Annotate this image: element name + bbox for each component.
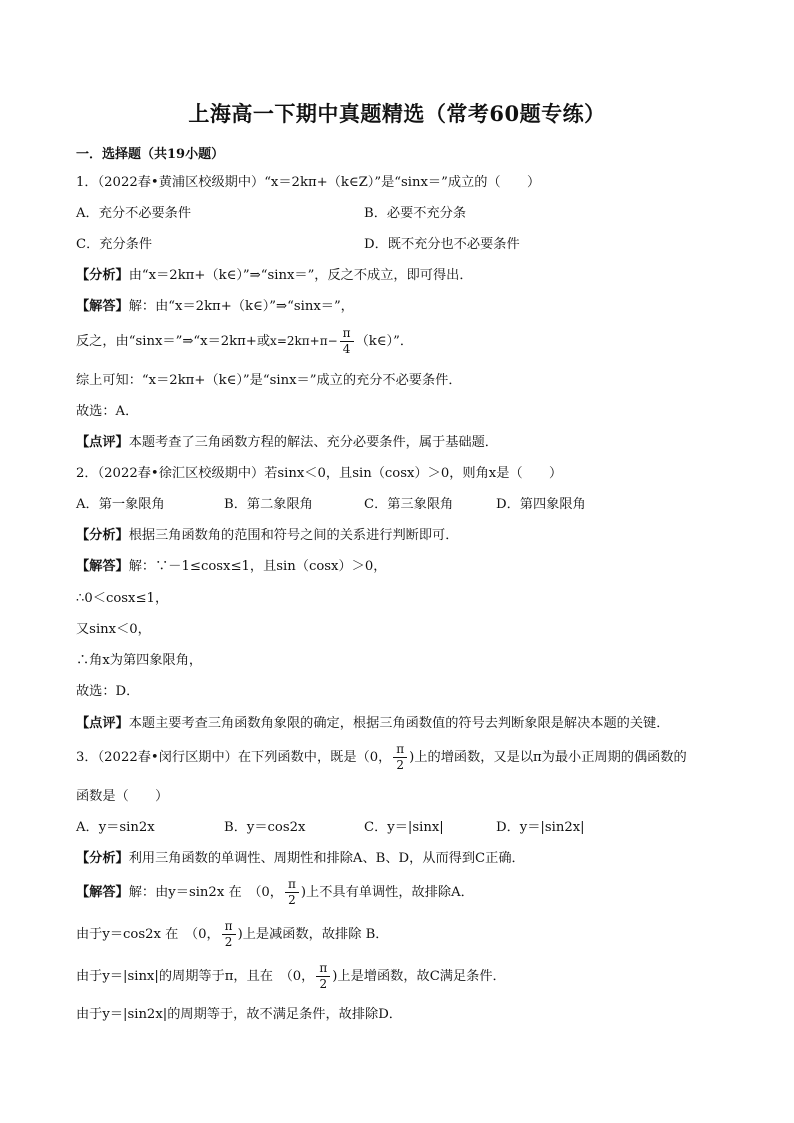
pi-over-2-fraction (222, 919, 236, 950)
fraction-denominator: 2 (224, 935, 233, 949)
q1-comment-text: 本题考查了三角函数方程的解法、充分必要条件，属于基础题． (128, 435, 498, 450)
q2-options (76, 496, 586, 514)
fraction-denominator: 2 (396, 758, 405, 772)
q2-analysis-text: 根据三角函数角的范围和符号之间的关系进行判断即可． (128, 528, 459, 543)
comment-tag: 【点评】 (76, 716, 129, 731)
q3-option-c[interactable]: C．y＝|sinx| (364, 820, 444, 835)
q3-answer-text-3a: 由于y＝|sinx|的周期等于π，且在 （0， (76, 969, 315, 984)
fraction-numerator: π (340, 326, 354, 342)
q2-option-d[interactable]: D．第四象限角 (496, 497, 586, 512)
q3-option-d[interactable]: D．y＝|sin2x| (496, 820, 585, 835)
q3-option-a[interactable]: A．y＝sin2x (76, 820, 155, 835)
q3-answer-text-2b: )上是减函数，故排除 B． (237, 927, 389, 942)
analysis-tag: 【分析】 (76, 528, 129, 543)
q1-choice: 故选：A． (76, 404, 139, 419)
q3-option-b[interactable]: B．y＝cos2x (224, 820, 306, 835)
answer-tag: 【解答】 (76, 559, 129, 574)
q2-analysis (76, 527, 458, 545)
q2-comment-text: 本题主要考查三角函数角象限的确定，根据三角函数值的符号去判断象限是解决本题的关键． (128, 716, 670, 731)
q3-answer-line-4: 由于y＝|sin2x|的周期等于，故不满足条件，故排除D． (76, 1007, 402, 1022)
fraction-denominator: 4 (342, 342, 351, 356)
q1-option-c[interactable]: C．充分条件 (76, 237, 153, 252)
q1-comment (76, 434, 498, 452)
q3-stem-part-a: 3．（2022春•闵行区期中）在下列函数中，既是（0， (76, 750, 392, 765)
q2-choice: 故选：D． (76, 684, 140, 699)
q1-analysis (76, 267, 473, 285)
q3-answer-text-3b: )上是增函数，故C满足条件． (332, 969, 506, 984)
fraction-numerator: π (316, 961, 330, 977)
q3-answer-line-1 (76, 876, 474, 910)
q2-comment (76, 715, 669, 733)
q1-option-a[interactable]: A．充分不必要条件 (76, 206, 192, 221)
q1-analysis-text: 由“x＝2kπ+（k∈）”⇒“sinx＝”，反之不成立，即可得出． (128, 268, 473, 283)
q1-answer-line-2 (76, 326, 413, 357)
page-title: 上海高一下期中真题精选（常考60题专练） (188, 101, 606, 126)
q2-answer-line-1 (76, 558, 386, 576)
q2-answer-line-3: 又sinx＜0， (76, 622, 151, 637)
q1-answer-text-2a: 反之，由“sinx＝”⇒“x＝2kπ+或 (76, 334, 271, 349)
q3-analysis (76, 850, 525, 868)
q2-stem: 2．（2022春•徐汇区校级期中）若sinx＜0，且sin（cosx）＞0，则角x是（ ） (76, 466, 563, 481)
fraction-numerator: π (285, 877, 299, 893)
q1-answer-line-3: 综上可知：“x＝2kπ+（k∈）”是“sinx＝”成立的充分不必要条件． (76, 373, 462, 388)
q3-answer-line-2 (76, 918, 388, 952)
q1-option-d[interactable]: D．既不充分也不必要条件 (364, 237, 520, 252)
pi-over-4-fraction (340, 326, 354, 357)
q3-options (76, 819, 585, 837)
q1-answer-line-1 (76, 298, 354, 316)
q3-stem (76, 741, 687, 775)
q3-answer-text-1a: 解：由y＝sin2x 在 （0， (128, 885, 283, 900)
analysis-tag: 【分析】 (76, 851, 129, 866)
q3-answer-line-3 (76, 960, 506, 994)
q2-option-c[interactable]: C．第三象限角 (364, 497, 454, 512)
q1-answer-text-1: 解：由“x＝2kπ+（k∈）”⇒“sinx＝”， (128, 299, 354, 314)
analysis-tag: 【分析】 (76, 268, 129, 283)
q2-answer-line-4: ∴角x为第四象限角， (76, 653, 203, 668)
pi-over-2-fraction (285, 877, 299, 908)
fraction-denominator: 2 (319, 977, 328, 991)
q1-answer-formula: x=2kπ+π− (270, 334, 338, 348)
pi-over-2-fraction (393, 742, 407, 773)
q2-option-b[interactable]: B．第二象限角 (224, 497, 313, 512)
q1-answer-text-2c: （k∈）”． (355, 334, 414, 349)
q3-stem-line-2: 函数是（ ） (76, 789, 169, 804)
answer-tag: 【解答】 (76, 885, 129, 900)
q2-answer-text-1: 解：∵－1≤cosx≤1，且sin（cosx）＞0， (128, 559, 387, 574)
pi-over-2-fraction (316, 961, 330, 992)
q3-analysis-text: 利用三角函数的单调性、周期性和排除A、B、D，从而得到C正确． (128, 851, 525, 866)
q3-answer-text-1b: )上不具有单调性，故排除A． (300, 885, 474, 900)
q3-answer-text-2a: 由于y＝cos2x 在 （0， (76, 927, 220, 942)
comment-tag: 【点评】 (76, 435, 129, 450)
q3-stem-part-b: )上的增函数，又是以π为最小正周期的偶函数的 (409, 750, 687, 765)
q1-option-b[interactable]: B．必要不充分条 (364, 206, 467, 221)
q2-option-a[interactable]: A．第一象限角 (76, 497, 165, 512)
fraction-numerator: π (222, 919, 236, 935)
fraction-numerator: π (393, 742, 407, 758)
fraction-denominator: 2 (288, 893, 296, 907)
q1-stem: 1．（2022春•黄浦区校级期中）“x＝2kπ+（k∈Z）”是“sinx＝”成立的（ ） (76, 175, 541, 190)
section-heading: 一．选择题（共19小题） (76, 147, 225, 162)
q2-answer-line-2: ∴0＜cosx≤1， (76, 591, 169, 606)
answer-tag: 【解答】 (76, 299, 129, 314)
